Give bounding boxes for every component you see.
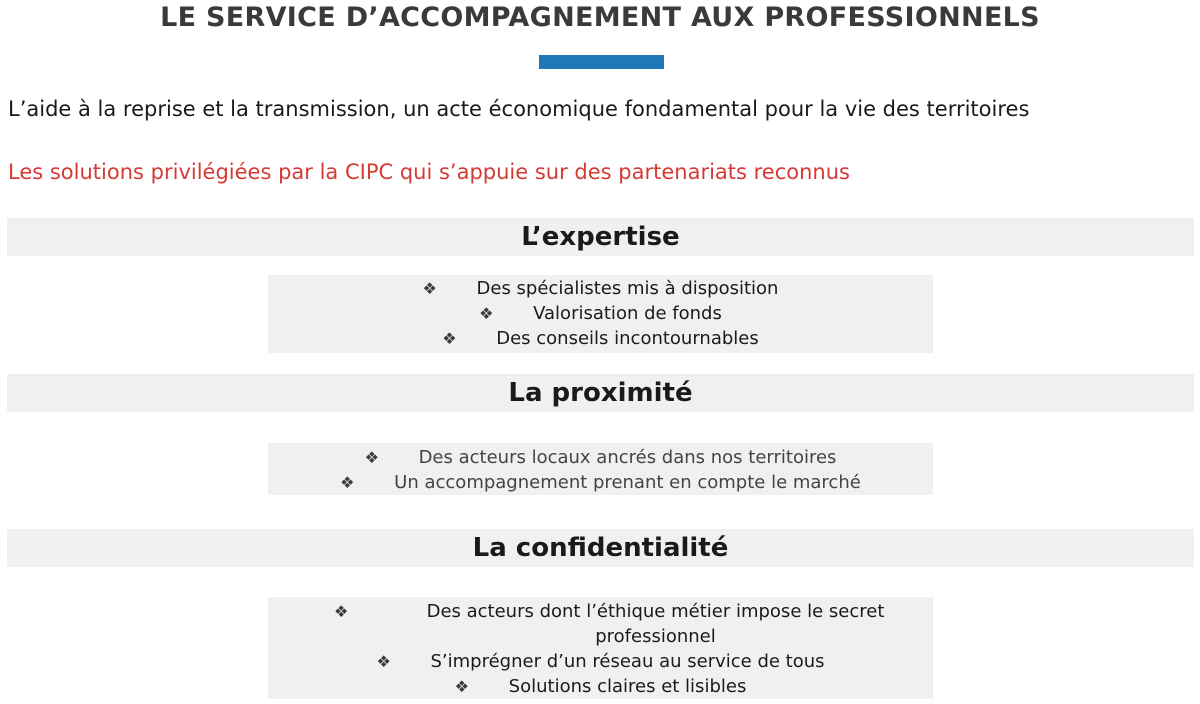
diamond-bullet-icon: ❖ xyxy=(340,473,355,492)
diamond-bullet-icon: ❖ xyxy=(376,652,391,671)
section-heading-confidentialite: La confidentialité xyxy=(7,529,1194,567)
list-item: ❖ Des conseils incontournables xyxy=(442,328,759,349)
section-list-proximite xyxy=(268,443,933,495)
intro-subline: Les solutions privilégiées par la CIPC qui s’appuie sur des partenariats reconnus xyxy=(8,160,850,184)
section-heading-expertise: L’expertise xyxy=(7,218,1194,256)
page-title: LE SERVICE D’ACCOMPAGNEMENT AUX PROFESSIONNELS xyxy=(160,2,1040,33)
diamond-bullet-icon: ❖ xyxy=(479,304,494,323)
list-item: ❖ Solutions claires et lisibles xyxy=(454,676,747,697)
diamond-bullet-icon: ❖ xyxy=(364,448,379,467)
list-item: ❖ Des spécialistes mis à disposition xyxy=(422,278,779,299)
section-list-confidentialite xyxy=(268,597,933,699)
list-item: ❖ Un accompagnement prenant en compte le marché xyxy=(340,472,861,493)
list-item: ❖ Des acteurs dont l’éthique métier impose le secret professionnel xyxy=(334,601,885,647)
list-item: ❖ S’imprégner d’un réseau au service de tous xyxy=(376,651,825,672)
diamond-bullet-icon: ❖ xyxy=(422,279,437,298)
section-list-expertise xyxy=(268,275,933,353)
title-accent-bar xyxy=(539,55,664,69)
diamond-bullet-icon: ❖ xyxy=(454,677,470,696)
diamond-bullet-icon: ❖ xyxy=(442,329,457,348)
list-item: ❖ Valorisation de fonds xyxy=(479,303,722,324)
list-item: ❖ Des acteurs locaux ancrés dans nos territoires xyxy=(364,447,837,468)
diamond-bullet-icon: ❖ xyxy=(334,602,349,621)
section-heading-proximite: La proximité xyxy=(7,374,1194,412)
intro-line: L’aide à la reprise et la transmission, un acte économique fondamental pour la vie des territoires xyxy=(8,97,1030,121)
